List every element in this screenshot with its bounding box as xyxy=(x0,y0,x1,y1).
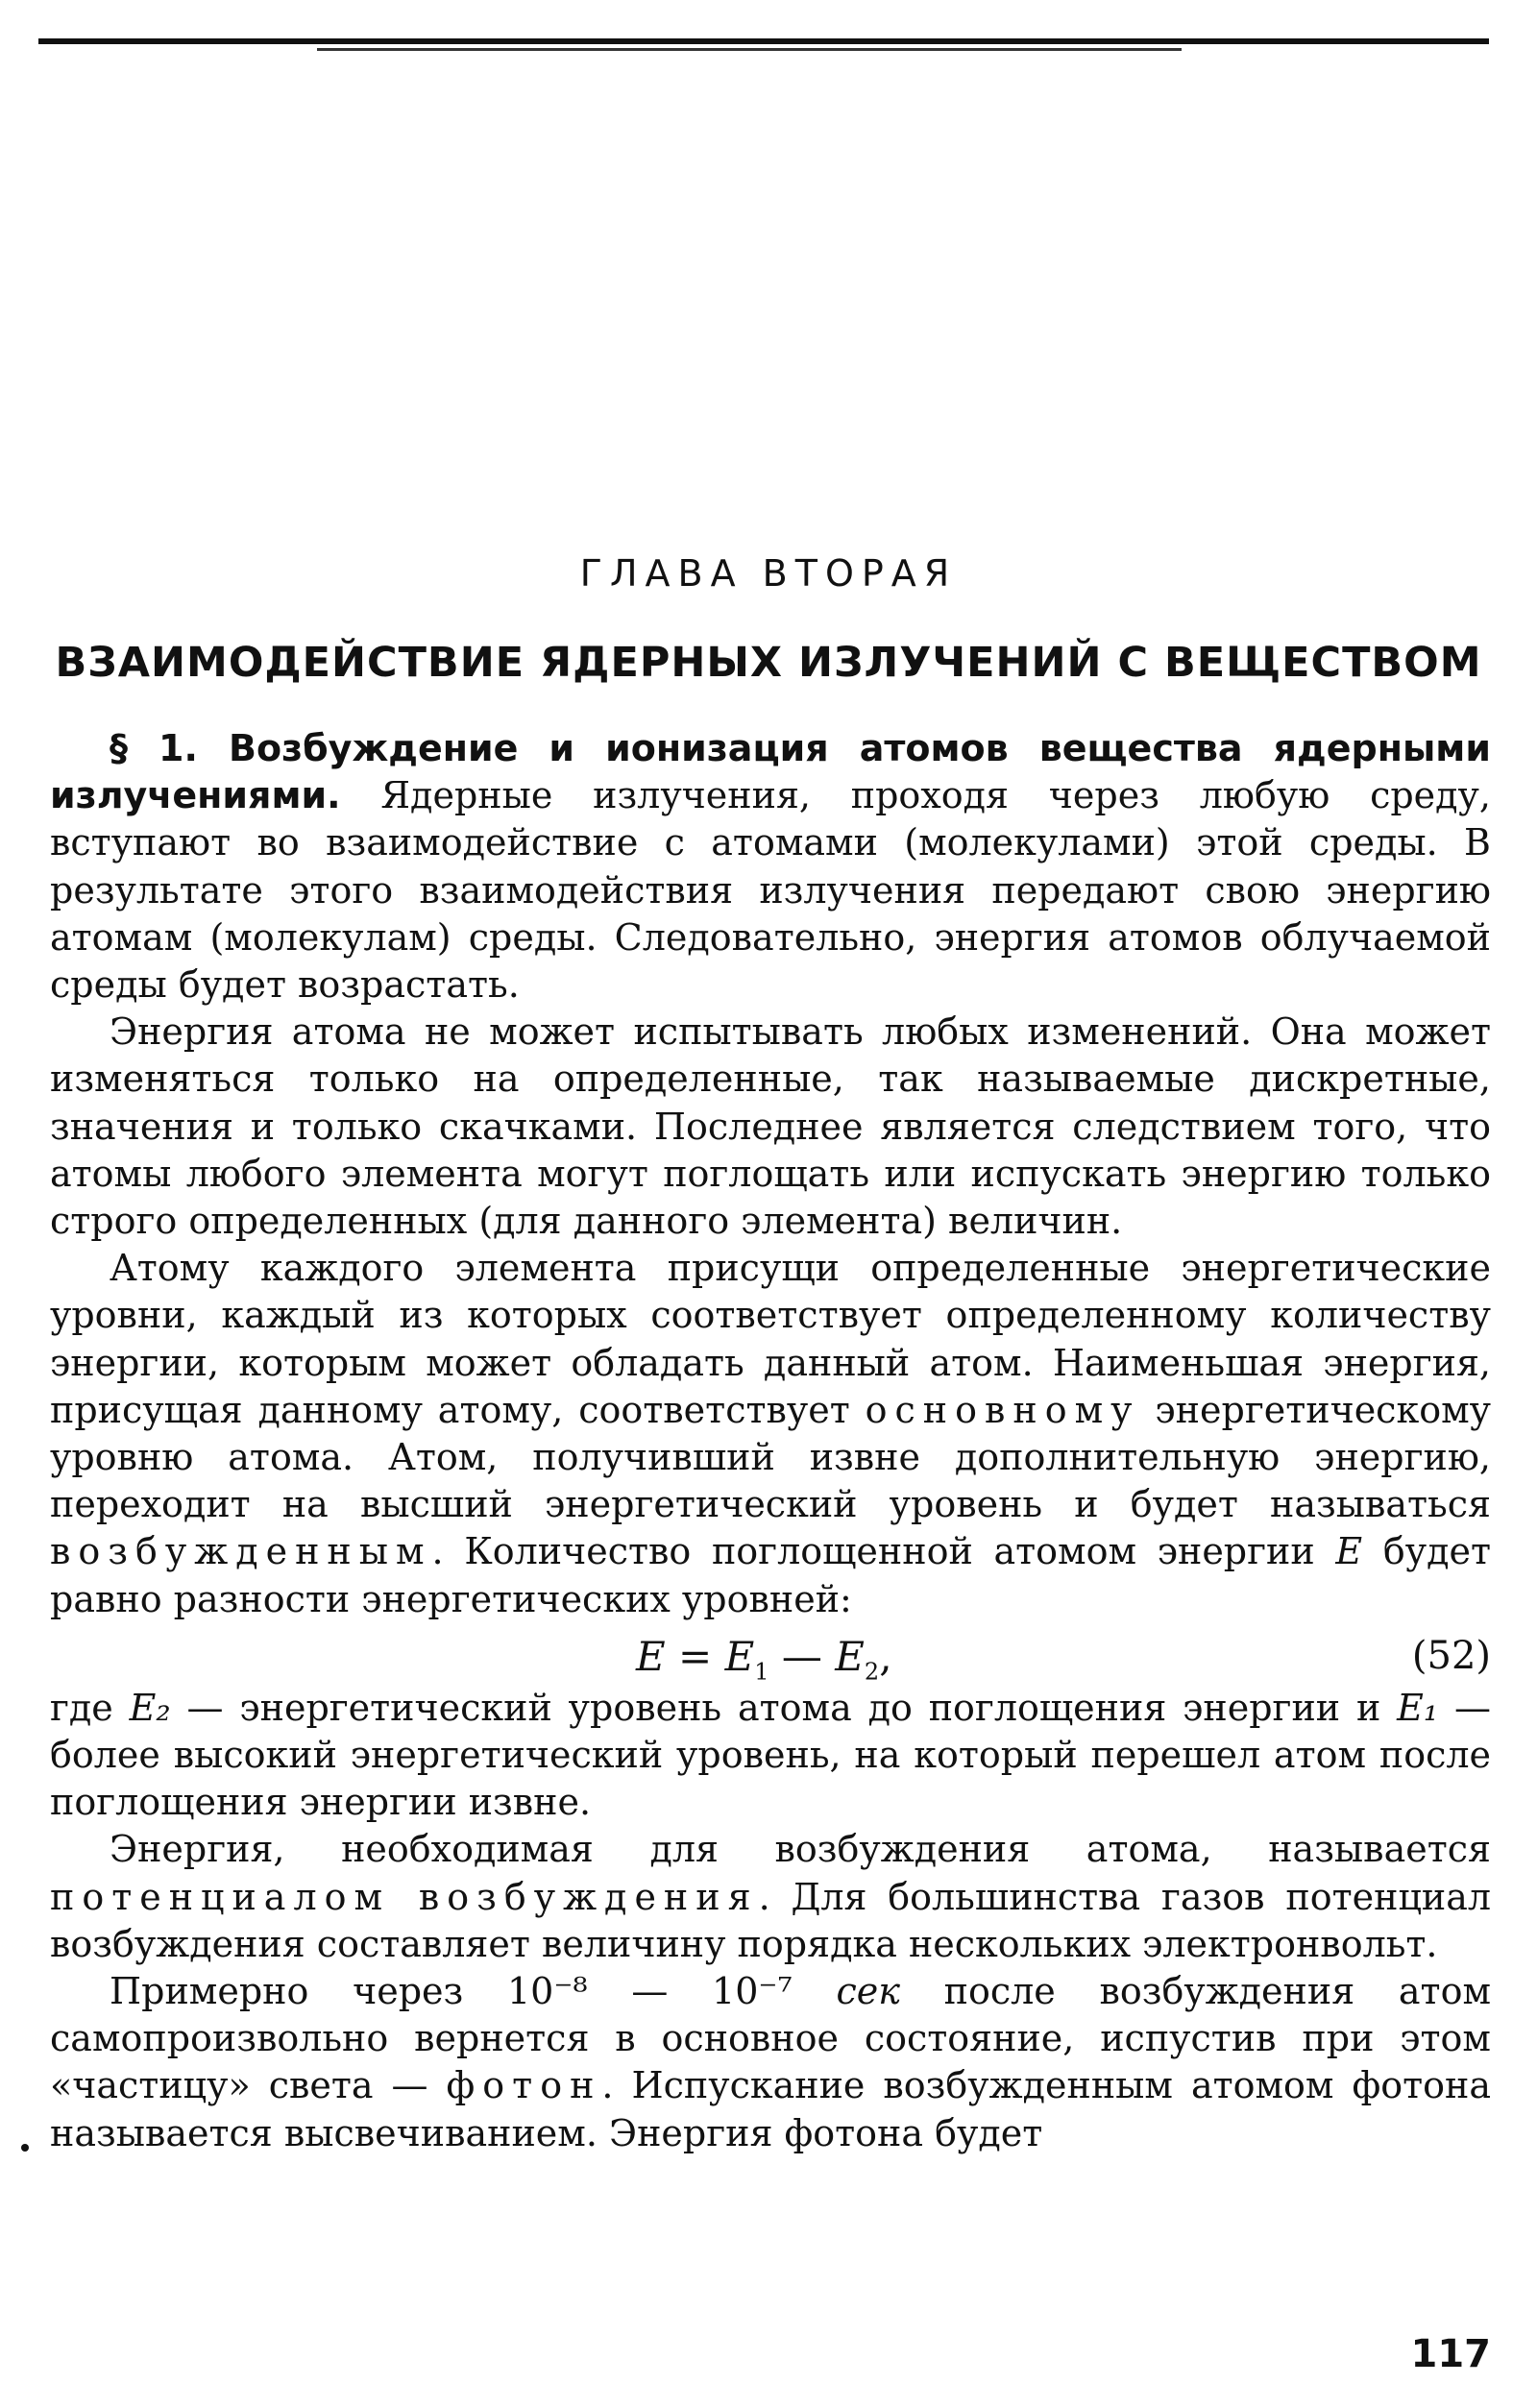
paragraph-1 xyxy=(50,725,1491,1009)
paragraph-6-part-c: . Испускание возбужденным атомом фотона называется высвечиванием. Энергия фотона будет xyxy=(50,2064,1491,2154)
variable-e1: E₁ xyxy=(1397,1686,1439,1729)
term-foton: фотон xyxy=(446,2064,602,2107)
formula-minus: — xyxy=(768,1632,836,1680)
term-vozbuzhdennym: возбужденным xyxy=(50,1530,432,1573)
formula-e2-sub: 2 xyxy=(864,1658,880,1686)
paragraph-3-part-d: будет равно разности энергетических уровней: xyxy=(50,1530,1491,1620)
formula-52 xyxy=(636,1633,892,1696)
page-number: 117 xyxy=(1410,2332,1491,2376)
margin-dot xyxy=(21,2144,29,2152)
paragraph-4-part-c: — более высокий энергетический уровень, на который перешел атом после поглощения энергии извне. xyxy=(50,1686,1491,1824)
paragraph-3-part-b: энергетическому уровню атома. Атом, получивший извне дополнительную энергию, переходит на высший энергетический уровень и будет называться xyxy=(50,1388,1492,1526)
equation-number: (52) xyxy=(1411,1633,1491,1678)
paragraph-6 xyxy=(50,1968,1491,2157)
paragraph-6-part-b: после возбуждения атом самопроизвольно вернется в основное состояние, испустив при этом «частицу» света — xyxy=(50,1970,1492,2107)
term-osnovnomu: основному xyxy=(865,1388,1140,1431)
variable-e2: E₂ xyxy=(129,1686,171,1729)
body-text xyxy=(50,725,1491,2157)
term-potential: потенциалом возбуждения xyxy=(50,1875,759,1918)
paragraph-3 xyxy=(50,1245,1491,1623)
top-rule-secondary xyxy=(317,48,1182,51)
formula-equals: = xyxy=(665,1632,725,1680)
paragraph-4 xyxy=(50,1685,1491,1827)
paragraph-5-part-b: . Для большинства газов потенциал возбуждения составляет величину порядка нескольких электронвольт. xyxy=(50,1875,1491,1965)
top-rule xyxy=(38,38,1489,44)
paragraph-4-part-b: — энергетический уровень атома до поглощения энергии и xyxy=(170,1686,1398,1729)
formula-e1-sub: 1 xyxy=(754,1658,769,1686)
formula-e2: E xyxy=(835,1632,865,1680)
section-heading: § 1. Возбуждение и ионизация атомов вещества ядерными излучениями. xyxy=(50,727,1491,817)
paragraph-1-text: Ядерные излучения, проходя через любую среду, вступают во взаимодействие с атомами (молекулами) этой среды. В результате этого взаимодействия излучения передают свою энергию атомам (молекулам) среды. Следовательно, энергия атомов облучаемой среды будет возрастать. xyxy=(50,774,1491,1007)
chapter-title: ВЗАИМОДЕЙСТВИЕ ЯДЕРНЫХ ИЗЛУЧЕНИЙ С ВЕЩЕСТВОМ xyxy=(55,639,1482,687)
formula-row xyxy=(50,1627,1491,1686)
formula-e1: E xyxy=(724,1632,755,1680)
paragraph-5-part-a: Энергия, необходимая для возбуждения атома, называется xyxy=(110,1828,1491,1871)
paragraph-4-part-a: где xyxy=(50,1686,130,1729)
paragraph-3-part-c: . Количество поглощенной атомом энергии xyxy=(431,1530,1336,1573)
formula-comma: , xyxy=(879,1632,892,1680)
paragraph-6-part-a: Примерно через 10⁻⁸ — 10⁻⁷ xyxy=(110,1970,837,2013)
variable-e: E xyxy=(1335,1530,1363,1573)
unit-sek: сек xyxy=(836,1970,900,2013)
paragraph-5 xyxy=(50,1826,1491,1968)
paragraph-3-part-a: Атому каждого элемента присущи определенные энергетические уровни, каждый из которых соответствует определенному количеству энергии, которым может обладать данный атом. Наименьшая энергия, присущая данному атому, соответствует xyxy=(50,1247,1491,1431)
paragraph-2: Энергия атома не может испытывать любых изменений. Она может изменяться только на определенные, так называемые дискретные, значения и только скачками. Последнее является следствием того, что атомы любого элемента могут поглощать или испускать энергию только строго определенных (для данного элемента) величин. xyxy=(50,1010,1491,1243)
chapter-label: ГЛАВА ВТОРАЯ xyxy=(579,552,958,595)
formula-lhs: E xyxy=(636,1632,666,1680)
